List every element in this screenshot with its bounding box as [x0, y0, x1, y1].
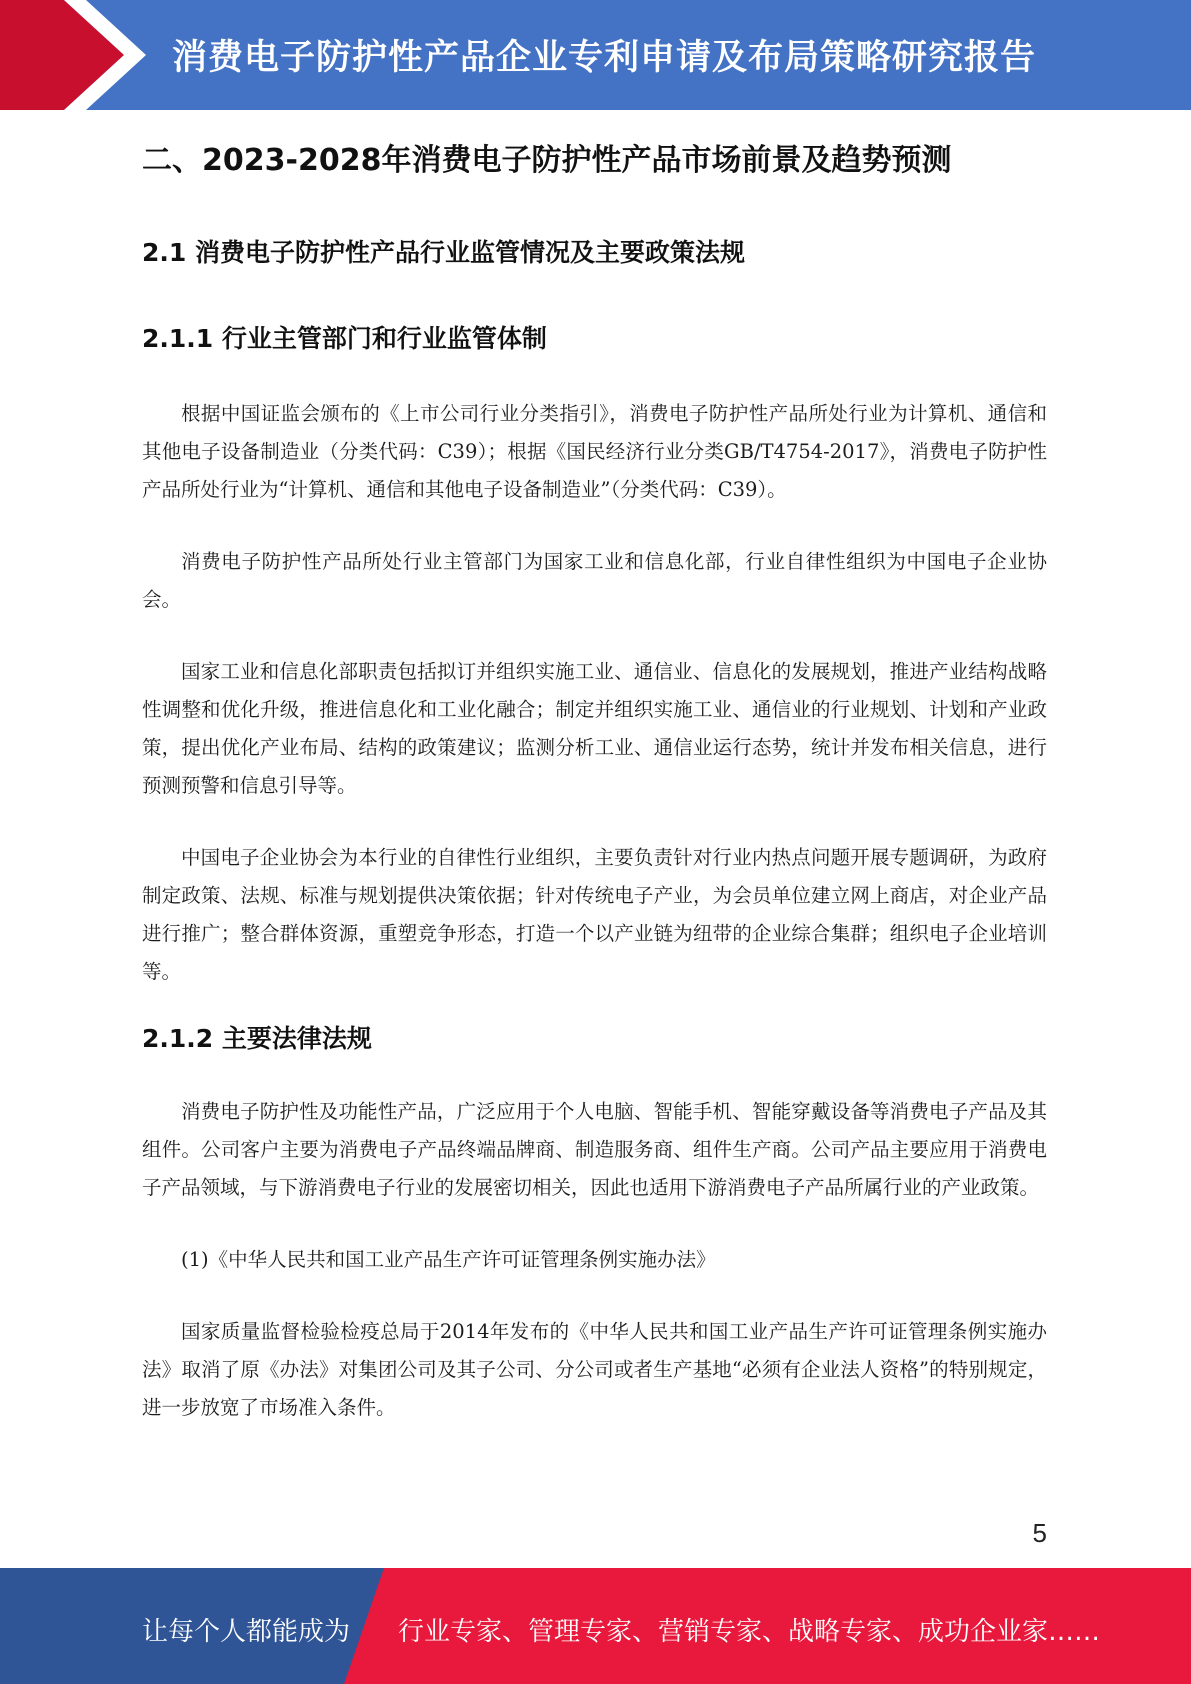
sub-subsection-heading-1: 2.1.1 行业主管部门和行业监管体制 — [142, 324, 547, 353]
footer-slogan-left: 让每个人都能成为 — [142, 1617, 351, 1647]
paragraph: 国家工业和信息化部职责包括拟订并组织实施工业、通信业、信息化的发展规划，推进产业结构战略性调整和优化升级，推进信息化和工业化融合；制定并组织实施工业、通信业的行业规划、计划和产业政策，提出优化产业布局、结构的政策建议；监测分析工业、通信业运行态势，统计并发布相关信息，进行预测预警和信息引导等。 — [142, 660, 1047, 797]
paragraph: 国家质量监督检验检疫总局于2014年发布的《中华人民共和国工业产品生产许可证管理条例实施办法》取消了原《办法》对集团公司及其子公司、分公司或者生产基地“必须有企业法人资格”的特别规定，进一步放宽了市场准入条件。 — [142, 1320, 1047, 1419]
report-title: 消费电子防护性产品企业专利申请及布局策略研究报告 — [172, 38, 1037, 78]
sub-subsection-heading-2: 2.1.2 主要法律法规 — [142, 1024, 372, 1053]
paragraph: 消费电子防护性及功能性产品，广泛应用于个人电脑、智能手机、智能穿戴设备等消费电子产品及其组件。公司客户主要为消费电子产品终端品牌商、制造服务商、组件生产商。公司产品主要应用于消费电子产品领域，与下游消费电子行业的发展密切相关，因此也适用下游消费电子产品所属行业的产业政策。 — [142, 1100, 1047, 1199]
document-body — [142, 130, 1047, 1427]
header-banner — [0, 0, 1191, 110]
paragraph: 根据中国证监会颁布的《上市公司行业分类指引》，消费电子防护性产品所处行业为计算机、通信和其他电子设备制造业（分类代码：C39）；根据《国民经济行业分类GB/T4754-2017》，消费电子防护性产品所处行业为“计算机、通信和其他电子设备制造业”（分类代码：C39）。 — [142, 402, 1047, 501]
footer-slogan-right: 行业专家、管理专家、营销专家、战略专家、成功企业家…… — [398, 1617, 1101, 1647]
list-item-heading: (1)《中华人民共和国工业产品生产许可证管理条例实施办法》 — [181, 1248, 716, 1271]
page-number: 5 — [1032, 1518, 1047, 1548]
header-chevron-decoration — [0, 0, 150, 110]
paragraph: 中国电子企业协会为本行业的自律性行业组织，主要负责针对行业内热点问题开展专题调研，为政府制定政策、法规、标准与规划提供决策依据；针对传统电子产业，为会员单位建立网上商店，对企业产品进行推广；整合群体资源，重塑竞争形态，打造一个以产业链为纽带的企业综合集群；组织电子企业培训等。 — [142, 846, 1047, 983]
paragraph: 消费电子防护性产品所处行业主管部门为国家工业和信息化部，行业自律性组织为中国电子企业协会。 — [142, 550, 1047, 611]
subsection-heading: 2.1 消费电子防护性产品行业监管情况及主要政策法规 — [142, 238, 745, 267]
section-heading: 二、2023-2028年消费电子防护性产品市场前景及趋势预测 — [142, 143, 952, 178]
footer-banner — [0, 1568, 1191, 1684]
